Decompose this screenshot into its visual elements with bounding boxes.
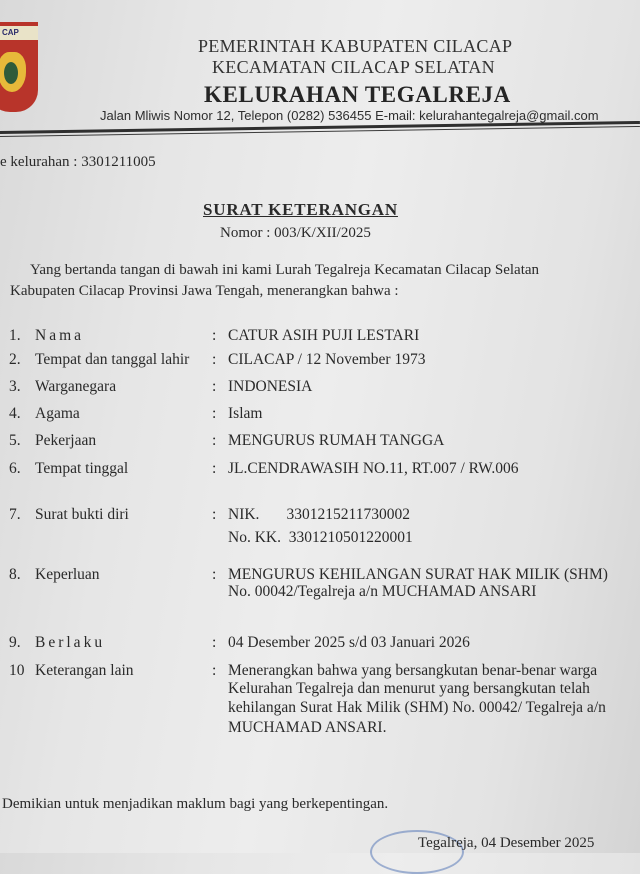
item-label: Keperluan	[35, 566, 100, 583]
header-village: KELURAHAN TEGALREJA	[204, 82, 511, 107]
item-label: Keterangan lain	[35, 662, 134, 679]
item-colon: :	[212, 378, 217, 395]
item-number: 1.	[9, 327, 21, 344]
item-number: 8.	[9, 566, 21, 583]
header-government: PEMERINTAH KABUPATEN CILACAP	[198, 36, 513, 56]
item-colon: :	[212, 566, 217, 583]
item-label: Tempat tinggal	[35, 460, 129, 477]
item-value: MENGURUS KEHILANGAN SURAT HAK MILIK (SHM)	[228, 566, 608, 583]
place-date: Tegalreja, 04 Desember 2025	[418, 835, 595, 851]
item-value: CATUR ASIH PUJI LESTARI	[228, 327, 420, 344]
item-label: Berlaku	[35, 634, 106, 651]
item-label: Tempat dan tanggal lahir	[35, 351, 190, 368]
item-colon: :	[212, 460, 217, 477]
item-colon: :	[212, 432, 217, 449]
item-colon: :	[212, 662, 217, 679]
item-number: 5.	[9, 432, 21, 449]
header-address: Jalan Mliwis Nomor 12, Telepon (0282) 536455 E-mail: kelurahantegalreja@gmail.com	[100, 108, 599, 123]
header-district: KECAMATAN CILACAP SELATAN	[212, 57, 495, 77]
item-number: 9.	[9, 634, 21, 651]
item-value: JL.CENDRAWASIH NO.11, RT.007 / RW.006	[228, 460, 519, 477]
closing-statement: Demikian untuk menjadikan maklum bagi yang berkepentingan.	[2, 796, 389, 812]
document-title: SURAT KETERANGAN	[203, 200, 398, 219]
item-label: Surat bukti diri	[35, 506, 129, 523]
item-number: 7.	[9, 506, 21, 523]
document-number: Nomor : 003/K/XII/2025	[220, 225, 371, 241]
intro-line-2: Kabupaten Cilacap Provinsi Jawa Tengah, menerangkan bahwa :	[10, 283, 399, 299]
item-label: Nama	[35, 327, 85, 344]
item-colon: :	[212, 327, 217, 344]
item-colon: :	[212, 506, 217, 523]
item-label: Agama	[35, 405, 80, 422]
item-number: 4.	[9, 405, 21, 422]
item-value: Islam	[228, 405, 263, 422]
item-value: MENGURUS RUMAH TANGGA	[228, 432, 445, 449]
item-value-line-3: kehilangan Surat Hak Milik (SHM) No. 00042/ Tegalreja a/n	[228, 699, 606, 716]
logo-emblem-inner	[4, 62, 18, 84]
logo-text: CAP	[2, 28, 19, 37]
item-colon: :	[212, 405, 217, 422]
kk-value: No. KK. 3301210501220001	[228, 529, 413, 546]
item-label: Warganegara	[35, 378, 117, 395]
item-value-line-4: MUCHAMAD ANSARI.	[228, 719, 387, 736]
item-value-line-2: No. 00042/Tegalreja a/n MUCHAMAD ANSARI	[228, 583, 537, 600]
item-value: Menerangkan bahwa yang bersangkutan benar-benar warga	[228, 662, 598, 679]
item-value: INDONESIA	[228, 378, 313, 395]
item-number: 2.	[9, 351, 21, 368]
item-colon: :	[212, 351, 217, 368]
item-label: Pekerjaan	[35, 432, 97, 449]
item-value: CILACAP / 12 November 1973	[228, 351, 426, 368]
item-number: 10	[9, 662, 25, 679]
nik-value: NIK. 3301215211730002	[228, 506, 410, 523]
item-value: 04 Desember 2025 s/d 03 Januari 2026	[228, 634, 470, 651]
village-code: e kelurahan : 3301211005	[0, 154, 156, 170]
item-value-line-2: Kelurahan Tegalreja dan menurut yang bersangkutan telah	[228, 680, 590, 697]
intro-line-1: Yang bertanda tangan di bawah ini kami Lurah Tegalreja Kecamatan Cilacap Selatan	[30, 262, 540, 278]
item-number: 3.	[9, 378, 21, 395]
item-number: 6.	[9, 460, 21, 477]
regency-logo	[0, 22, 38, 112]
item-colon: :	[212, 634, 217, 651]
